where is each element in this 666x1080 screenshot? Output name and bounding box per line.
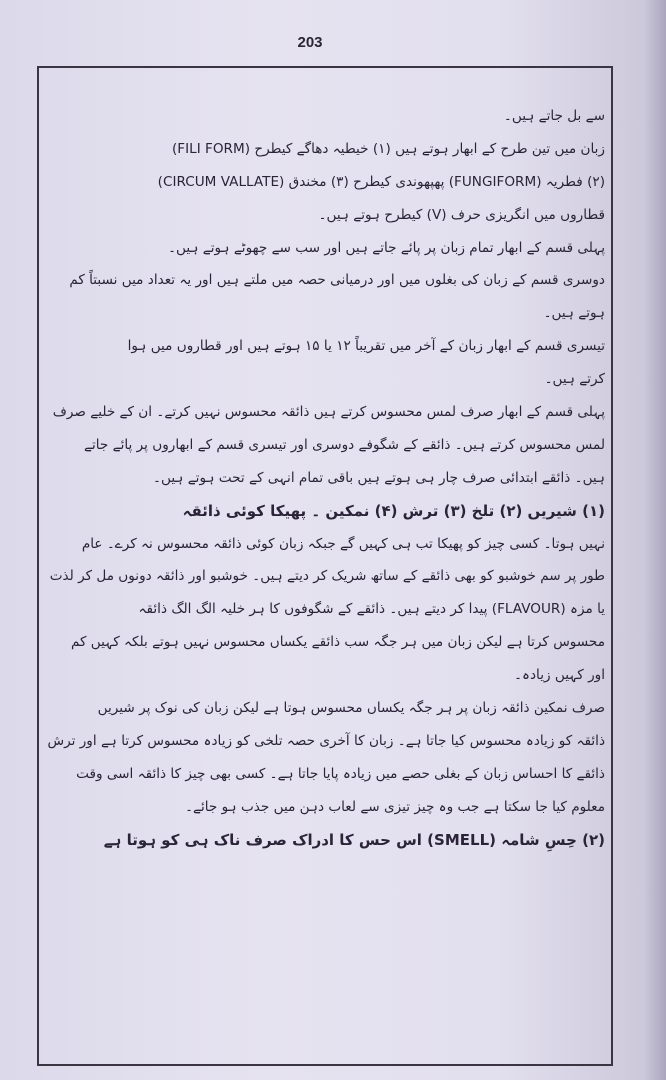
text-line: زبان میں تین طرح کے ابھار ہوتے ہیں (۱) خیطیہ دھاگے کیطرح (FILI FORM) [171,140,605,157]
text-line: سے بل جاتے ہیں۔ [503,108,605,124]
text-line: پہلی قسم کے ابھار صرف لمس محسوس کرتے ہیں ذائقہ محسوس نہیں کرتے۔ ان کے خلیے صرف [52,404,605,421]
text-line: (۲) فطریہ (FUNGIFORM) پھپھوندی کیطرح (۳) مخندق (CIRCUM VALLATE) [157,173,605,190]
section-heading-line: (۲) حِسِ شامہ (SMELL) اس حس کا ادراک صرف ناک ہی کو ہوتا ہے [103,830,605,849]
text-line: محسوس کرتا ہے لیکن زبان میں ہر جگہ سب ذائقے یکساں محسوس نہیں ہوتے بلکہ کہیں کم [70,634,605,651]
page-number: 203 [297,34,323,51]
text-line: اور کہیں زیادہ۔ [514,667,605,684]
text-body [45,100,605,856]
text-line: قطاروں میں انگریزی حرف (V) کیطرح ہوتے ہیں۔ [318,206,605,223]
page-edge-shadow [644,0,666,1080]
text-line: یا مزہ (FLAVOUR) پیدا کر دیتے ہیں۔ ذائقے کے شگوفوں کا ہر خلیہ الگ الگ ذائقہ [138,601,605,618]
text-line: ذائقہ کو زیادہ محسوس کیا جاتا ہے۔ زبان کا آخری حصہ تلخی کو زیادہ محسوس کرتا ہے اور ترش [47,732,605,749]
text-line: طور پر سم خوشبو کو بھی ذائقے کے ساتھ شریک کر دیتے ہیں۔ خوشبو اور ذائقہ دونوں مل کر لذت [49,568,605,585]
text-line: ہیں۔ ذائقے ابتدائی صرف چار ہی ہوتے ہیں باقی تمام انہی کے تحت ہوتے ہیں۔ [153,469,605,486]
text-line: تیسری قسم کے ابھار زبان کے آخر میں تقریباً ۱۲ یا ۱۵ ہوتے ہیں اور قطاروں میں ہوا [127,338,605,355]
text-line: پہلی قسم کے ابھار تمام زبان پر پائے جاتے ہیں اور سب سے چھوٹے ہوتے ہیں۔ [168,239,605,256]
text-line: صرف نمکین ذائقہ زبان پر ہر جگہ یکساں محسوس ہوتا ہے لیکن زبان کی نوک پر شیریں [97,700,605,717]
text-line: کرتے ہیں۔ [544,371,605,388]
text-line: ذائقے کا احساس زبان کے بغلی حصے میں زیادہ پایا جاتا ہے۔ کسی بھی چیز کا ذائقہ اسی وقت [76,765,605,782]
taste-list-line: (۱) شیریں (۲) تلخ (۳) ترش (۴) نمکین ۔ پھیکا کوئی ذائقہ [182,501,605,520]
text-line: دوسری قسم کے زبان کی بغلوں میں اور درمیانی حصہ میں ملتے ہیں اور یہ تعداد میں نسبتاً کم [69,272,605,289]
text-line: ہوتے ہیں۔ [543,305,605,322]
text-line: معلوم کیا جا سکتا ہے جب وہ چیز تیزی سے لعاب دہن میں جذب ہو جائے۔ [185,798,605,815]
text-line: نہیں ہوتا۔ کسی چیز کو پھیکا تب ہی کہیں گے جبکہ زبان کوئی ذائقہ محسوس نہ کرے۔ عام [81,535,605,552]
text-line: لمس محسوس کرتے ہیں۔ ذائقے کے شگوفے دوسری اور تیسری قسم کے ابھاروں پر پائے جاتے [84,436,605,453]
